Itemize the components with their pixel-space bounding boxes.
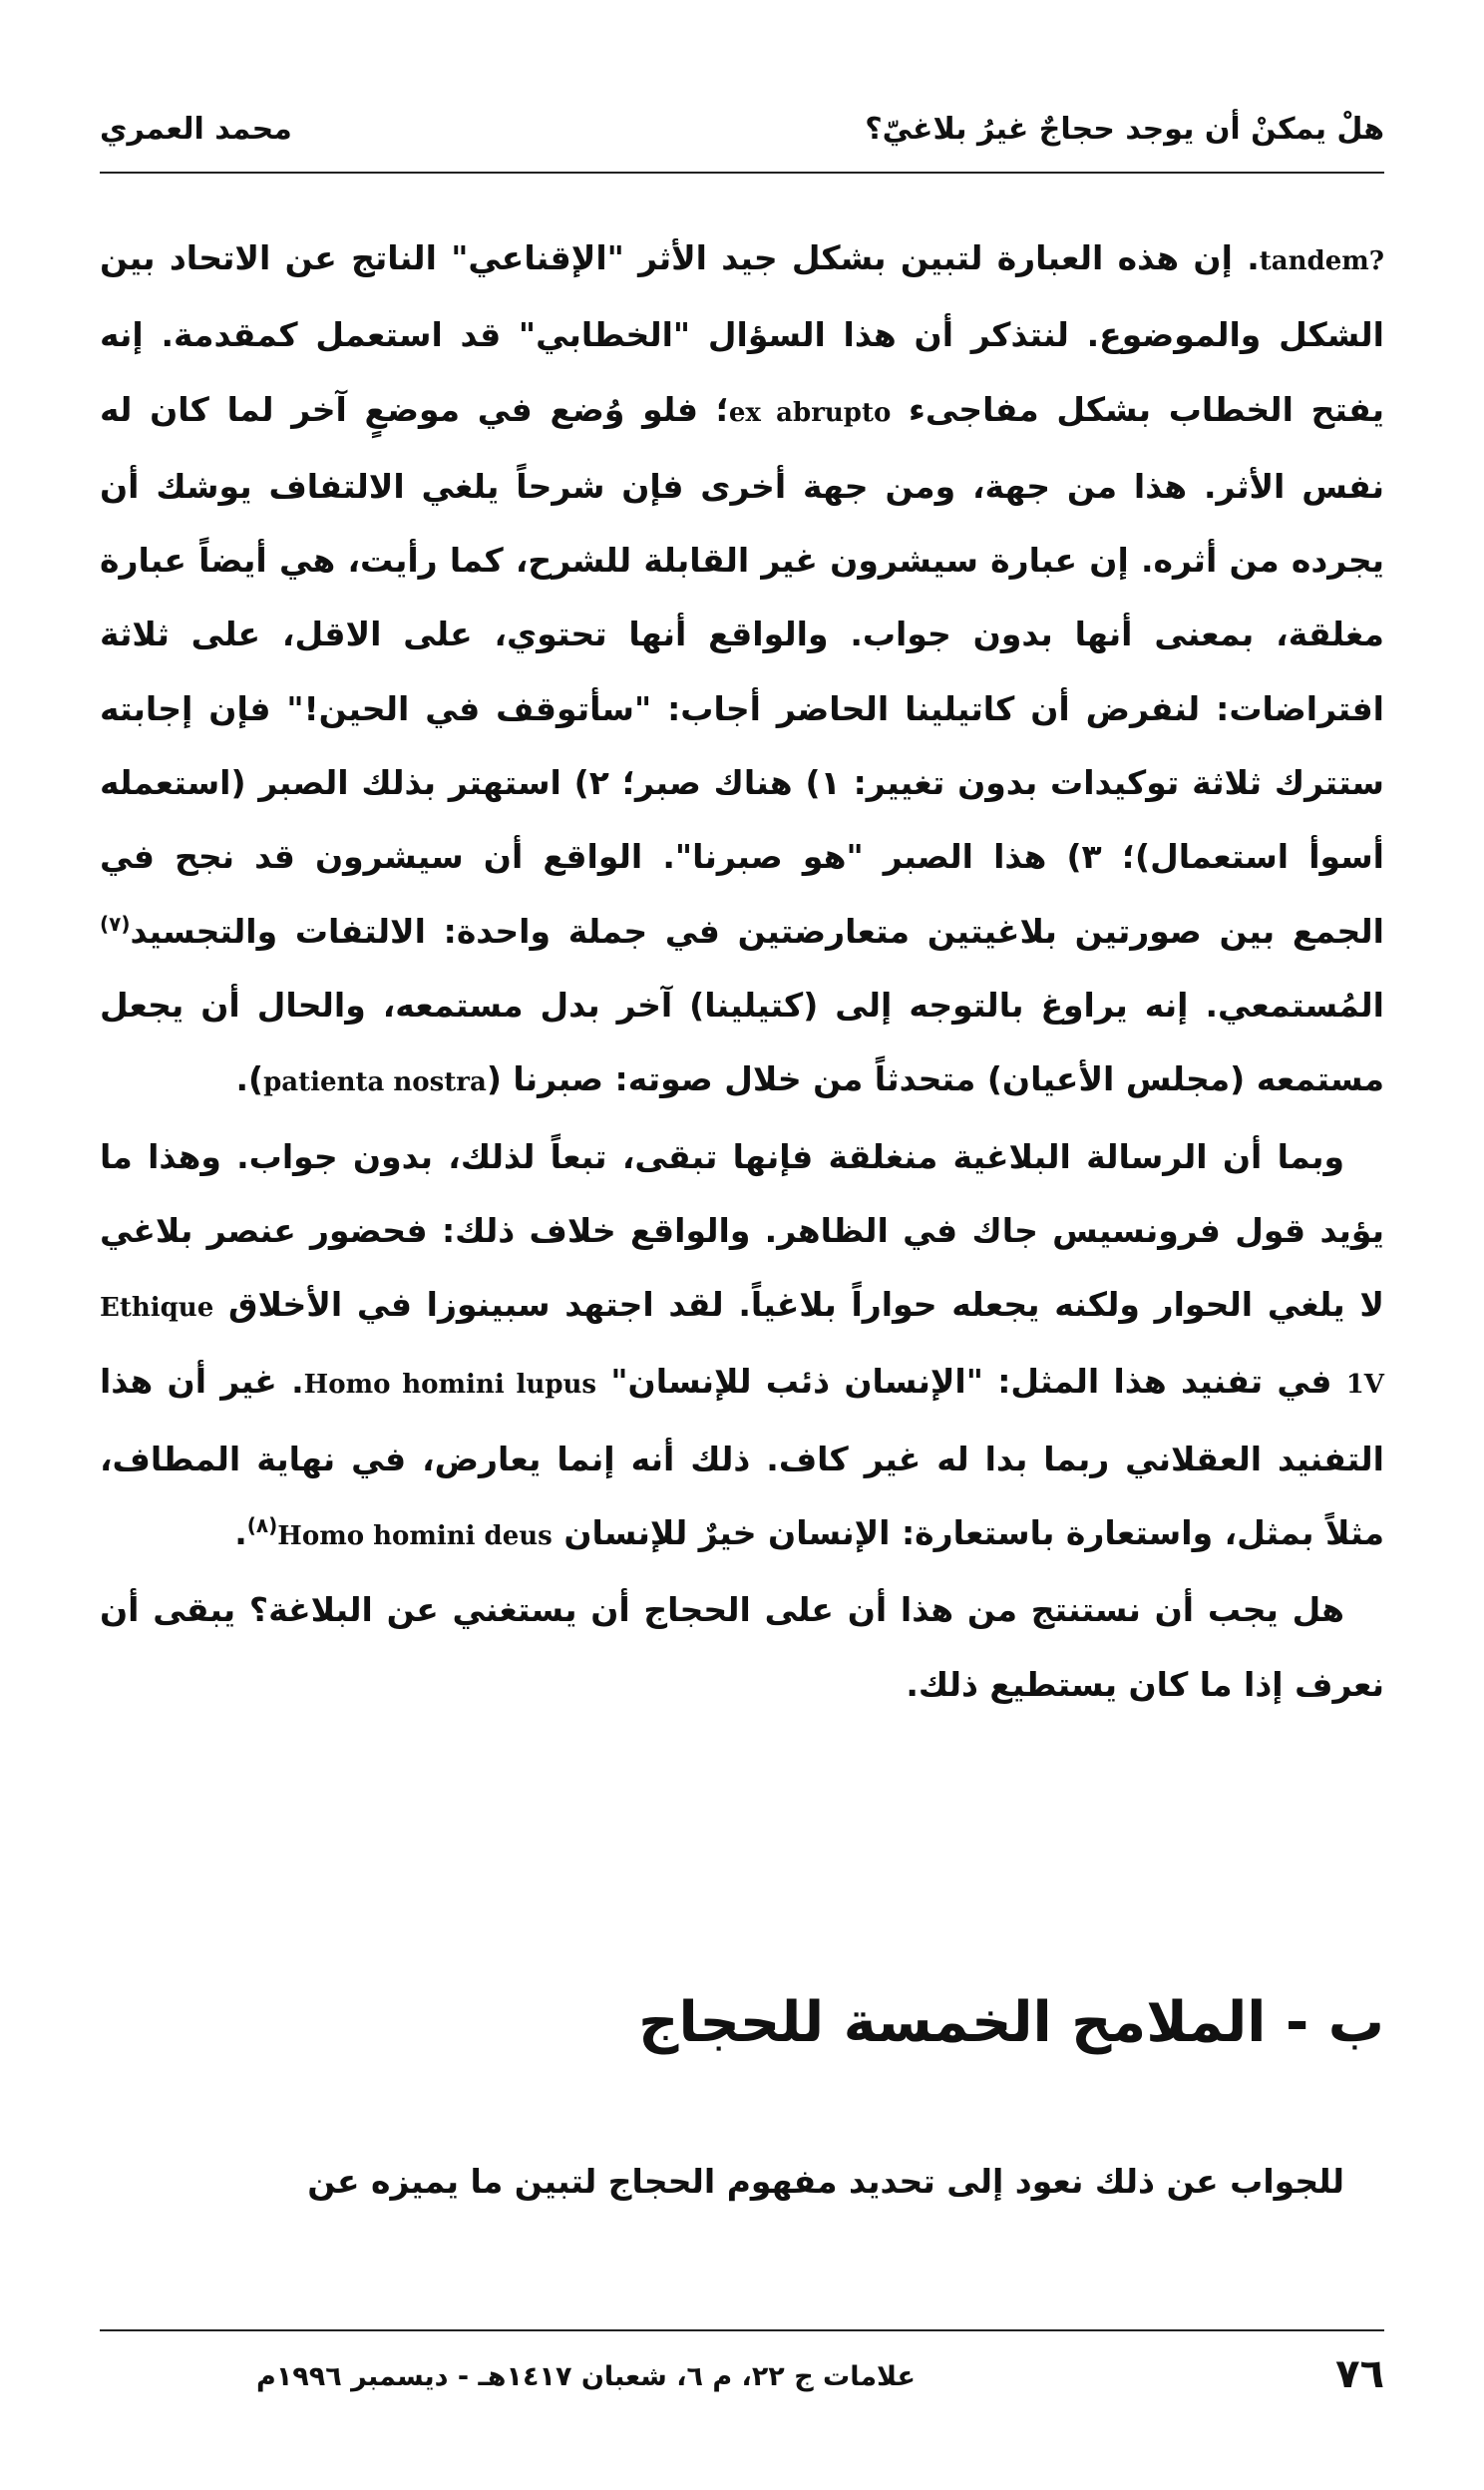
closing-paragraph — [100, 2145, 1384, 2219]
paragraph — [100, 221, 1384, 1120]
section-heading: ب - الملامح الخمسة للحجاج — [638, 1990, 1384, 2055]
body-text — [100, 221, 1384, 1722]
text-run: . غير أن هذا التفنيد العقلاني ربما بدا له غير كاف. ذلك أنه إنما يعارض، في نهاية المطاف، مثلاً بمثل، واستعارة باستعارة: الإنسان خيرٌ للإنسان — [100, 1362, 1384, 1553]
header-title: هلْ يمكنْ أن يوجد حجاجٌ غيرُ بلاغيّ؟ — [865, 112, 1384, 147]
running-footer — [100, 2339, 1384, 2419]
text-run: المُستمعي. إنه يراوغ بالتوجه إلى (كتيلينا) آخر بدل مستمعه، والحال أن يجعل مستمعه (مجلس الأعيان) متحدثاً من خلال صوته: صبرنا ( — [100, 985, 1384, 1099]
text-run: ). — [235, 1059, 264, 1099]
footnote-marker: (٧) — [100, 911, 131, 936]
paragraph — [100, 1573, 1384, 1722]
paragraph — [100, 1120, 1384, 1574]
running-header — [100, 100, 1384, 170]
text-run: وبما أن الرسالة البلاغية منغلقة فإنها تبقى، تبعاً لذلك، بدون جواب. وهذا ما يؤيد قول فرونسيس جاك في الظاهر. والواقع خلاف ذلك: فحضور عنصر بلاغي لا يلغي الحوار ولكنه يجعله حواراً بلاغياً. لقد اجتهد سبينوزا في الأخلاق — [100, 1136, 1384, 1325]
header-rule — [100, 172, 1384, 174]
latin-phrase: Homo homini deus — [277, 1521, 553, 1552]
text-run: ؛ فلو وُضع في موضعٍ آخر لما كان له نفس الأثر. هذا من جهة، ومن جهة أخرى فإن شرحاً يلغي الالتفاف يوشك أن يجرده من أثره. إن عبارة سيشرون غير القابلة للشرح، كما رأيت، هي أيضاً عبارة مغلقة، بمعنى أنها بدون جواب. والواقع أنها تحتوي، على الاقل، على ثلاثة افتراضات: لنفرض أن كاتيلينا الحاضر أجاب: "سأتوقف في الحين!" فإن إجابته ستترك ثلاثة توكيدات بدون تغيير: ١) هناك صبر؛ ٢) استهتر بذلك الصبر (استعمله أسوأ استعمال)؛ ٣) هذا الصبر "هو صبرنا". الواقع أن سيشرون قد نجح في الجمع بين صورتين بلاغيتين متعارضتين في جملة واحدة: الالتفات والتجسيد — [100, 389, 1384, 951]
header-author: محمد العمري — [100, 112, 292, 147]
latin-phrase: Ethique 1V — [100, 1293, 1384, 1401]
closing-line: للجواب عن ذلك نعود إلى تحديد مفهوم الحجاج لتبين ما يميزه عن — [307, 2162, 1344, 2201]
latin-phrase: tandem? — [1259, 246, 1384, 276]
footnote-marker: (٨) — [246, 1513, 278, 1538]
latin-phrase: Homo homini lupus — [303, 1370, 597, 1401]
text-run: في تفنيد هذا المثل: "الإنسان ذئب للإنسان" — [596, 1362, 1346, 1402]
page-number: ٧٦ — [1335, 2351, 1384, 2397]
text-run: . — [234, 1513, 247, 1553]
journal-citation: علامات ج ٢٢، م ٦، شعبان ١٤١٧هـ - ديسمبر ١٩٩٦م — [256, 2361, 916, 2392]
footer-rule — [100, 2329, 1384, 2331]
text-run: هل يجب أن نستنتج من هذا أن على الحجاج أن يستغني عن البلاغة؟ يبقى أن نعرف إذا ما كان يستطيع ذلك. — [100, 1590, 1384, 1704]
text-run: . إن هذه العبارة لتبين بشكل جيد الأثر "الإقناعي" الناتج عن الاتحاد بين الشكل والموضوع. لنتذكر أن هذا السؤال "الخطابي" قد استعمل كمقدمة. إنه يفتح الخطاب بشكل مفاجىء — [100, 238, 1384, 429]
latin-phrase: ex abrupto — [728, 397, 892, 428]
latin-phrase: patienta nostra — [263, 1067, 487, 1098]
